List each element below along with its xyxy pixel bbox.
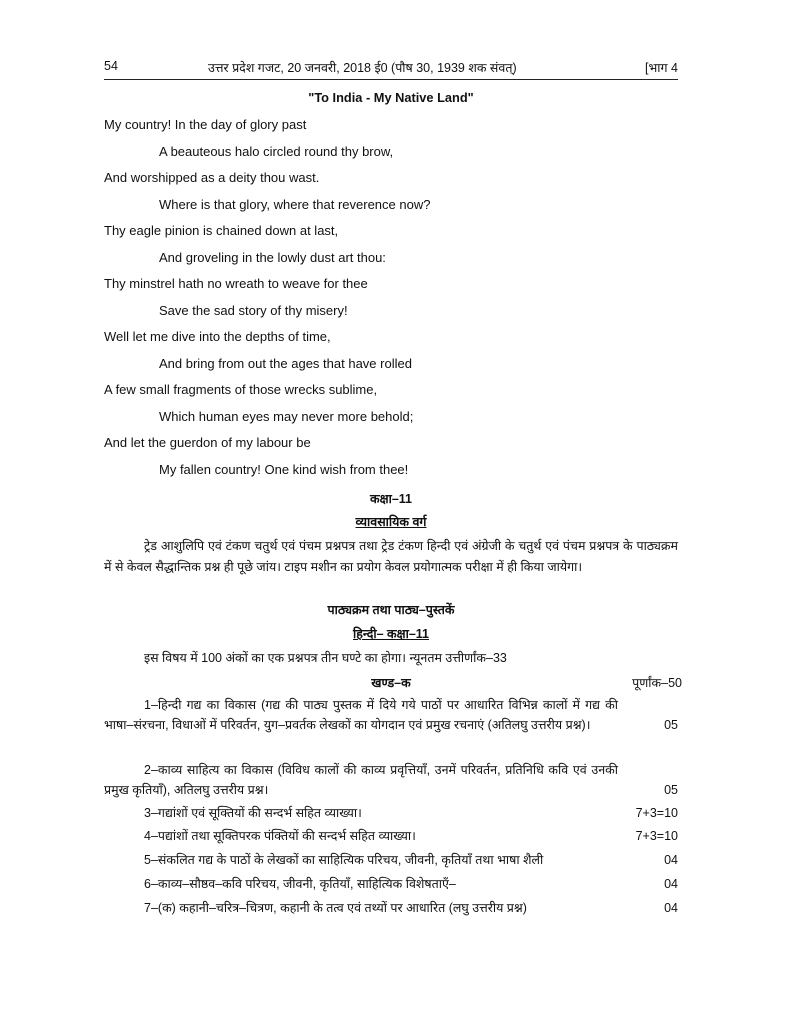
poem-line: Thy minstrel hath no wreath to weave for thee bbox=[104, 276, 368, 291]
item-marks: 7+3=10 bbox=[635, 829, 678, 843]
gazette-title: उत्तर प्रदेश गजट, 20 जनवरी, 2018 ई0 (पौष 30, 1939 शक संवत्) bbox=[208, 61, 517, 75]
poem-line: Where is that glory, where that reverence now? bbox=[159, 196, 431, 212]
item-text: 5–संकलित गद्य के पाठों के लेखकों का साहित्यिक परिचय, जीवनी, कृतियाँ तथा भाषा शैली bbox=[144, 853, 544, 867]
item-marks: 7+3=10 bbox=[635, 806, 678, 820]
item-marks: 04 bbox=[664, 901, 678, 915]
hindi-heading-wrap bbox=[104, 625, 678, 642]
poem-line: A beauteous halo circled round thy brow, bbox=[159, 143, 394, 159]
poem-line: And groveling in the lowly dust art thou: bbox=[159, 249, 386, 265]
poem-title: "To India - My Native Land" bbox=[308, 90, 474, 105]
poem-line: Well let me dive into the depths of time, bbox=[104, 329, 331, 344]
item-marks: 04 bbox=[664, 877, 678, 891]
part-label: [भाग 4 bbox=[645, 61, 678, 75]
syllabus-heading: पाठ्यक्रम तथा पाठ्य–पुस्तकें bbox=[327, 603, 455, 617]
full-marks: पूर्णांक–50 bbox=[632, 676, 682, 690]
item-marks: 04 bbox=[664, 853, 678, 867]
poem-line: My fallen country! One kind wish from thee! bbox=[159, 461, 409, 477]
vocational-heading: व्यावसायिक वर्ग bbox=[355, 515, 427, 529]
syllabus-item bbox=[104, 695, 678, 735]
vocational-paragraph: ट्रेड आशुलिपि एवं टंकण चतुर्थ एवं पंचम प्रश्नपत्र तथा ट्रेड टंकण हिन्दी एवं अंग्रेजी के चतुर्थ एवं पंचम प्रश्नपत्र के पाठ्यक्रम में से केवल सैद्धान्तिक प्रश्न ही पूछे जांय। टाइप मशीन का प्रयोग केवल प्रयोगात्मक परीक्षा में ही किया जायेगा। bbox=[104, 539, 678, 574]
item-text: 6–काव्य–सौष्ठव–कवि परिचय, जीवनी, कृतियाँ, साहित्यिक विशेषताएँ– bbox=[144, 877, 456, 891]
item-text: 7–(क) कहानी–चरित्र–चित्रण, कहानी के तत्व एवं तथ्यों पर आधारित (लघु उत्तरीय प्रश्न) bbox=[144, 901, 527, 915]
item-marks: 05 bbox=[664, 783, 678, 797]
vocational-heading-wrap bbox=[104, 513, 678, 530]
syllabus-item bbox=[104, 760, 678, 800]
poem-line: Save the sad story of thy misery! bbox=[159, 302, 348, 318]
section-row bbox=[104, 674, 682, 694]
poem-line: My country! In the day of glory past bbox=[104, 117, 307, 132]
page-header bbox=[104, 59, 678, 77]
syllabus-item bbox=[104, 850, 678, 870]
poem-body bbox=[104, 112, 678, 483]
poem-line: Which human eyes may never more behold; bbox=[159, 408, 414, 424]
item-text: 4–पद्यांशों तथा सूक्तिपरक पंक्तियों की सन्दर्भ सहित व्याख्या। bbox=[144, 829, 416, 843]
item-text: 2–काव्य साहित्य का विकास (विविध कालों की काव्य प्रवृत्तियाँ, उनमें परिवर्तन, प्रतिनिधि कवि एवं उनकी प्रमुख कृतियाँ), अतिलघु उत्तरीय प्रश्न। bbox=[104, 763, 618, 797]
syllabus-item bbox=[104, 803, 678, 823]
poem-line: A few small fragments of those wrecks sublime, bbox=[104, 382, 378, 397]
poem-line: And bring from out the ages that have rolled bbox=[159, 355, 412, 371]
syllabus-item bbox=[104, 898, 678, 918]
hindi-heading: हिन्दी– कक्षा–11 bbox=[352, 627, 429, 641]
item-text: 1–हिन्दी गद्य का विकास (गद्य की पाठ्य पुस्तक में दिये गये पाठों पर आधारित विभिन्न कालों में गद्य की भाषा–संरचना, विधाओं में परिवर्तन, युग–प्रवर्तक लेखकों का योगदान एवं प्रमुख रचनाएं (अतिलघु उत्तरीय प्रश्न)। bbox=[104, 698, 618, 732]
class-heading: कक्षा–11 bbox=[370, 492, 412, 506]
item-marks: 05 bbox=[664, 718, 678, 732]
syllabus-item bbox=[104, 826, 678, 846]
header-divider bbox=[104, 79, 678, 80]
page-number: 54 bbox=[104, 59, 118, 73]
section-label: खण्ड–क bbox=[371, 676, 411, 690]
poem-line: And let the guerdon of my labour be bbox=[104, 435, 311, 450]
item-text: 3–गद्यांशों एवं सूक्तियों की सन्दर्भ सहित व्याख्या। bbox=[144, 806, 362, 820]
exam-note: इस विषय में 100 अंकों का एक प्रश्नपत्र तीन घण्टे का होगा। न्यूनतम उत्तीर्णांक–33 bbox=[144, 651, 507, 665]
poem-line: And worshipped as a deity thou wast. bbox=[104, 170, 320, 185]
poem-line: Thy eagle pinion is chained down at last, bbox=[104, 223, 339, 238]
syllabus-item bbox=[104, 874, 678, 894]
